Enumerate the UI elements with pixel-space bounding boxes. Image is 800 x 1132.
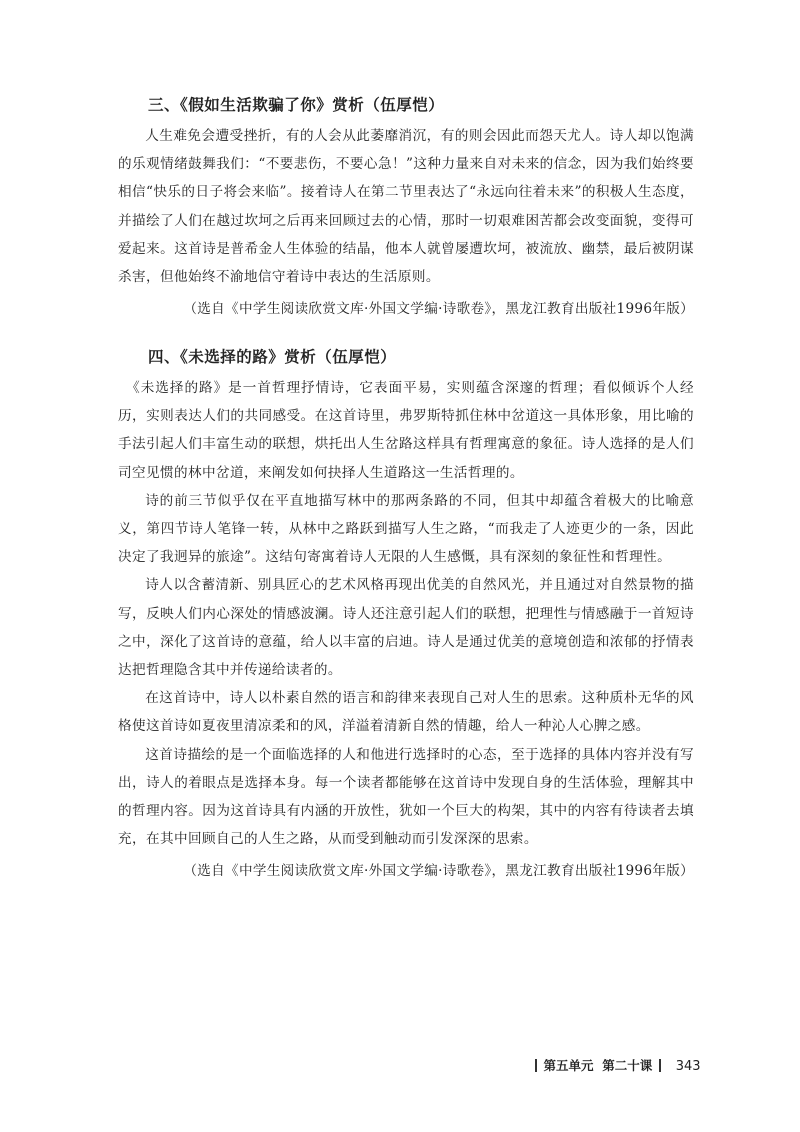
section-heading: 四、《未选择的路》赏析（伍厚恺） — [148, 348, 397, 366]
divider — [535, 1059, 537, 1072]
section-appreciation-poem-2 — [118, 346, 694, 885]
section-appreciation-poem-1 — [118, 94, 694, 323]
paragraph: 这首诗描绘的是一个面临选择的人和他进行选择时的心态，至于选择的具体内容并没有写出，诗人的着眼点是选择本身。每一个读者都能够在这首诗中发现自身的生活体验，理解其中的哲理内容。因为这首诗具有内涵的开放性，犹如一个巨大的构架，其中的内容有待读者去填充，在其中回顾自己的人生之路，从而受到触动而引发深深的思索。 — [118, 746, 694, 848]
paragraph: 人生难免会遭受挫折，有的人会从此萎靡消沉，有的则会因此而怨天尤人。诗人却以饱满的乐观情绪鼓舞我们：“不要悲伤，不要心急！”这种力量来自对未来的信念，因为我们始终要相信“快乐的日子将会来临”。接着诗人在第二节里表达了“永远向往着未来”的积极人生态度，并描绘了人们在越过坎坷之后再来回顾过去的心情，那时一切艰难困苦都会改变面貌，变得可爱起来。这首诗是普希金人生体验的结晶，他本人就曾屡遭坎坷，被流放、幽禁，最后被阴谋杀害，但他始终不渝地信守着诗中表达的生活原则。 — [118, 128, 694, 286]
footer-unit: 第五单元 — [543, 1058, 594, 1073]
paragraph: 诗的前三节似乎仅在平直地描写林中的那两条路的不同，但其中却蕴含着极大的比喻意义，第四节诗人笔锋一转，从林中之路跃到描写人生之路，“而我走了人迹更少的一条，因此决定了我迥异的旅途”。这结句寄寓着诗人无限的人生感慨，具有深刻的象征性和哲理性。 — [118, 492, 694, 566]
paragraph: 诗人以含蓄清新、别具匠心的艺术风格再现出优美的自然风光，并且通过对自然景物的描写，反映人们内心深处的情感波澜。诗人还注意引起人们的联想，把理性与情感融于一首短诗之中，深化了这首诗的意蕴，给人以丰富的启迪。诗人是通过优美的意境创造和浓郁的抒情表达把哲理隐含其中并传递给读者的。 — [118, 577, 694, 679]
source-citation: （选自《中学生阅读欣赏文库·外国文学编·诗歌卷》，黑龙江教育出版社1996年版） — [183, 863, 694, 880]
paragraph: 在这首诗中，诗人以朴素自然的语言和韵律来表现自己对人生的思索。这种质朴无华的风格使这首诗如夏夜里清凉柔和的风，洋溢着清新自然的情趣，给人一种沁人心脾之感。 — [118, 690, 694, 735]
paragraph: 《未选择的路》是一首哲理抒情诗，它表面平易，实则蕴含深邃的哲理；看似倾诉个人经历，实则表达人们的共同感受。在这首诗里，弗罗斯特抓住林中岔道这一具体形象，用比喻的手法引起人们丰富生动的联想，烘托出人生岔路这样具有哲理寓意的象征。诗人选择的是人们司空见惯的林中岔道，来阐发如何抉择人生道路这一生活哲理的。 — [118, 380, 694, 481]
page-number: 343 — [675, 1059, 701, 1074]
page-footer — [528, 1055, 728, 1078]
footer-lesson: 第二十课 — [602, 1058, 653, 1073]
section-heading: 三、《假如生活欺骗了你》赏析（伍厚恺） — [148, 96, 445, 114]
divider — [659, 1059, 661, 1072]
source-citation: （选自《中学生阅读欣赏文库·外国文学编·诗歌卷》，黑龙江教育出版社1996年版） — [183, 301, 694, 318]
